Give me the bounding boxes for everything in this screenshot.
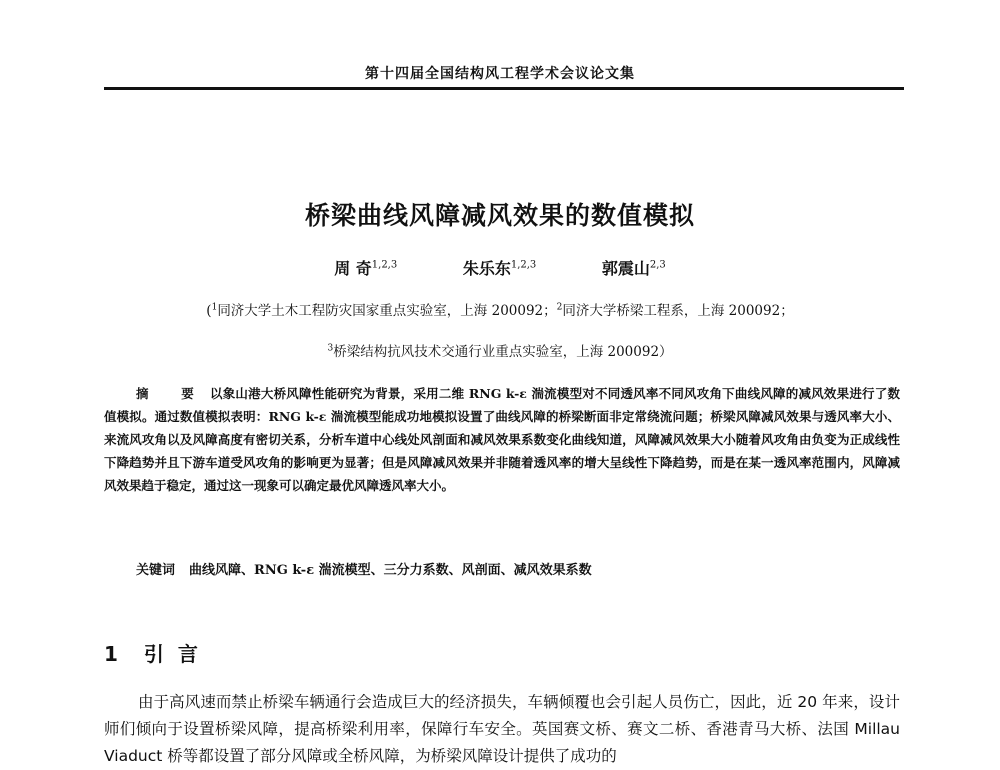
affiliation-text: 同济大学土木工程防灾国家重点实验室，上海 200092； [217,303,557,319]
abstract-label: 摘 要 [136,386,208,401]
affiliation-marker: 3 [327,343,334,354]
author-list [0,256,1000,279]
author-3 [602,256,666,279]
keywords-text: 曲线风障、RNG k-ε 湍流模型、三分力系数、风剖面、减风效果系数 [189,563,592,578]
abstract-text: 以象山港大桥风障性能研究为背景，采用二维 RNG k-ε 湍流模型对不同透风率不同风攻角下曲线风障的减风效果进行了数值模拟。通过数值模拟表明：RNG k-ε 湍流模型能成功地模拟设置了曲线风障的桥梁断面非定常绕流问题；桥梁风障减风效果与透风率大小、来流风攻角以及风障高度有密切关系，分析车道中心线处风剖面和减风效果系数变化曲线知道，风障减风效果大小随着风攻角由负变为正成线性下降趋势并且下游车道受风攻角的影响更为显著；但是风障减风效果并非随着透风率的增大呈线性下降趋势，而是在某一透风率范围内，风障减风效果趋于稳定，通过这一现象可以确定最优风障透风率大小。 [104,386,900,493]
affiliation-text: 桥梁结构抗风技术交通行业重点实验室，上海 200092） [333,344,673,360]
affiliation-open-paren: ( [206,303,212,319]
author-name: 周 奇 [334,259,372,278]
abstract [104,382,900,497]
affiliation-line-1 [0,299,1000,319]
author-affiliation-marker: 1,2,3 [371,259,398,271]
keywords [136,559,900,578]
author-1 [334,256,397,279]
author-affiliation-marker: 1,2,3 [510,259,537,271]
affiliation-marker: 1 [211,302,218,313]
keywords-label: 关键词 [136,563,176,578]
author-name: 郭震山 [601,259,650,278]
paper-title: 桥梁曲线风障减风效果的数值模拟 [304,201,695,230]
affiliation-marker: 2 [556,302,563,313]
section-title: 引言 [143,642,212,666]
author-name: 朱乐东 [462,259,511,278]
header-rule [104,87,904,90]
author-2 [463,256,536,279]
section-body: 由于高风速而禁止桥梁车辆通行会造成巨大的经济损失，车辆倾覆也会引起人员伤亡，因此，近 20 年来，设计师们倾向于设置桥梁风障，提高桥梁利用率，保障行车安全。英国赛文桥、赛文二桥、香港青马大桥、法国 Millau Viaduct 桥等都设置了部分风障或全桥风障，为桥梁风障设计提供了成功的 [104,693,900,765]
section-heading [104,638,212,667]
running-header: 第十四届全国结构风工程学术会议论文集 [365,66,635,82]
section-number: 1 [104,642,118,666]
author-affiliation-marker: 2,3 [649,259,666,271]
affiliation-line-2 [0,340,1000,360]
affiliation-text: 同济大学桥梁工程系，上海 200092； [562,303,794,319]
